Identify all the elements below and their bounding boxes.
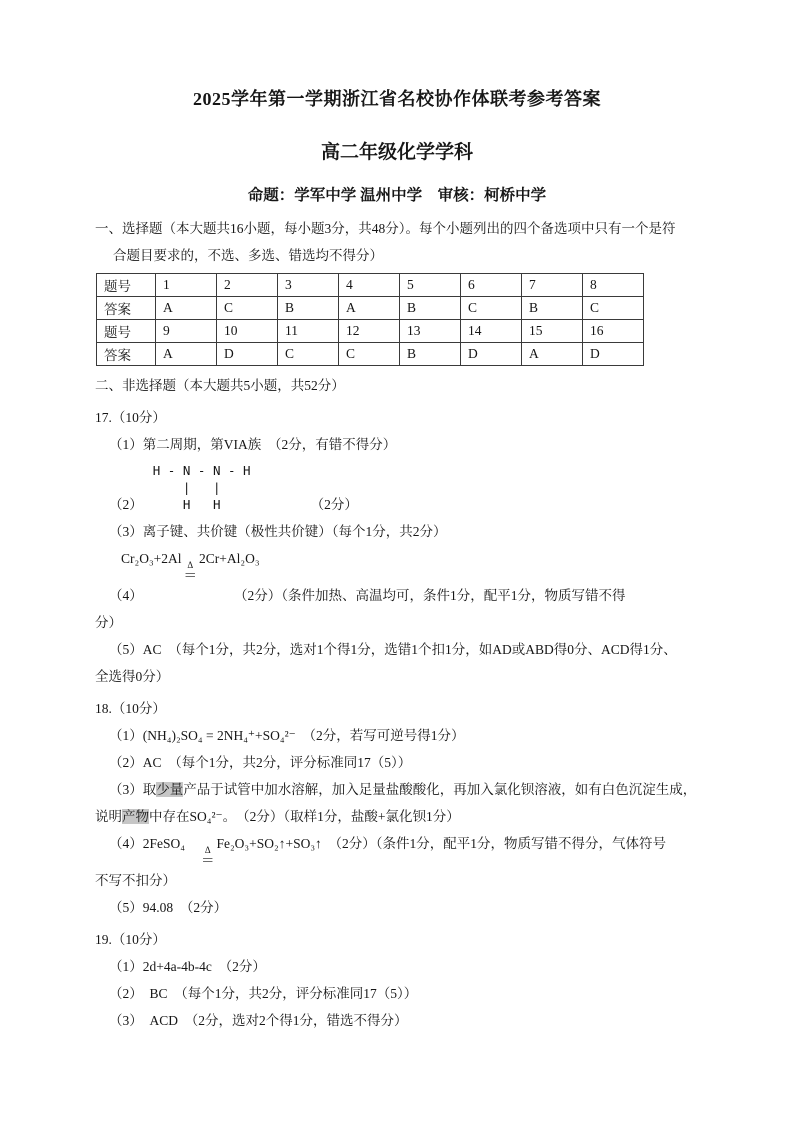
exam-title: 2025学年第一学期浙江省名校协作体联考参考答案 bbox=[193, 89, 601, 109]
answer-cell: 8 bbox=[583, 274, 644, 297]
q18-item-3 bbox=[95, 776, 699, 830]
answer-cell: 9 bbox=[156, 320, 217, 343]
answer-cell: 16 bbox=[583, 320, 644, 343]
q17-item-1: （1）第二周期，第VIA族 （2分，有错不得分） bbox=[109, 437, 397, 452]
equation-left: Cr₂O₃+2Al bbox=[121, 551, 182, 566]
row-header: 题号 bbox=[97, 274, 156, 297]
equals-sign: ＝ bbox=[200, 853, 215, 868]
answer-cell: A bbox=[339, 297, 400, 320]
answer-cell: 11 bbox=[278, 320, 339, 343]
delta-condition: Δ bbox=[187, 560, 194, 570]
answer-cell: B bbox=[400, 297, 461, 320]
highlight: 产物 bbox=[122, 809, 149, 824]
q17-item-4-label: （4） bbox=[109, 588, 143, 603]
q17-item-4-note: （条件加热、高温均可，条件1分，配平1分，物质写错不得 bbox=[281, 588, 626, 603]
answer-cell: B bbox=[400, 343, 461, 366]
q18-item-5: （5）94.08 （2分） bbox=[109, 900, 228, 915]
q17-item-4-score: （2分） bbox=[240, 588, 282, 603]
q18-item-4-pre: （4）2FeSO₄ bbox=[109, 836, 185, 851]
row-header: 题号 bbox=[97, 320, 156, 343]
answer-cell: 4 bbox=[339, 274, 400, 297]
heading-line-1: 一、选择题（本大题共16小题，每小题3分，共48分）。每个小题列出的四个备选项中只有一个是符 bbox=[95, 221, 676, 236]
answer-cell: D bbox=[217, 343, 278, 366]
q17-item-2-label: （2） bbox=[109, 497, 143, 512]
answer-cell: C bbox=[339, 343, 400, 366]
answer-cell: D bbox=[461, 343, 522, 366]
table-row bbox=[97, 320, 644, 343]
q18-item-2: （2）AC （每个1分，共2分，评分标准同17（5）） bbox=[109, 755, 412, 770]
heading-line-2: 合题目要求的，不选、多选、错选均不得分） bbox=[113, 248, 383, 263]
answer-cell: D bbox=[583, 343, 644, 366]
answer-cell: 5 bbox=[400, 274, 461, 297]
answer-cell: A bbox=[156, 297, 217, 320]
q18-item-4-post: Fe₂O₃+SO₂↑+SO₃↑ （2分）（条件1分，配平1分，物质写错不得分，气体符号 bbox=[216, 836, 667, 851]
q17-item-5-line-2: 全选得0分） bbox=[95, 669, 170, 684]
q18-item-4-cont: 不写不扣分） bbox=[95, 873, 176, 888]
answer-cell: 13 bbox=[400, 320, 461, 343]
answer-cell: 12 bbox=[339, 320, 400, 343]
equation-right: 2Cr+Al₂O₃ bbox=[199, 551, 260, 566]
answer-cell: B bbox=[522, 297, 583, 320]
authors-line: 命题：学军中学 温州中学 审核：柯桥中学 bbox=[247, 187, 547, 204]
answer-cell: 14 bbox=[461, 320, 522, 343]
answer-cell: C bbox=[461, 297, 522, 320]
answer-cell: C bbox=[583, 297, 644, 320]
q19-item-3: （3） ACD （2分，选对2个得1分，错选不得分） bbox=[109, 1013, 408, 1028]
answer-cell: A bbox=[522, 343, 583, 366]
q17-equation bbox=[121, 545, 699, 582]
q18-item-4 bbox=[95, 830, 699, 894]
q18-number: 18.（10分） bbox=[95, 701, 166, 716]
equals-sign: ＝ bbox=[183, 568, 198, 583]
table-row bbox=[97, 274, 644, 297]
q17-item-5 bbox=[95, 636, 699, 690]
reaction-condition bbox=[187, 846, 215, 867]
q19-item-2: （2） BC （每个1分，共2分，评分标准同17（5）） bbox=[109, 986, 418, 1001]
q19-item-1: （1）2d+4a-4b-4c （2分） bbox=[109, 959, 266, 974]
q17-number: 17.（10分） bbox=[95, 410, 166, 425]
q18-item-3-line2b: 中存在SO₄²⁻。 （2分）（取样1分，盐酸+氯化钡1分） bbox=[149, 809, 460, 824]
delta-condition: Δ bbox=[204, 845, 211, 855]
table-row bbox=[97, 343, 644, 366]
row-header: 答案 bbox=[97, 343, 156, 366]
answer-cell: C bbox=[217, 297, 278, 320]
hydrazine-structure bbox=[153, 462, 251, 513]
section-subjective-heading: 二、非选择题（本大题共5小题，共52分） bbox=[95, 378, 345, 393]
row-header: 答案 bbox=[97, 297, 156, 320]
answer-cell: 2 bbox=[217, 274, 278, 297]
answer-cell: 7 bbox=[522, 274, 583, 297]
structure-line: H - N - N - H bbox=[152, 463, 251, 478]
q17-item-3: （3）离子键、共价键（极性共价键）（每个1分，共2分） bbox=[109, 524, 447, 539]
answer-cell: A bbox=[156, 343, 217, 366]
q18-item-3-mid: 产品于试管中加水溶解，加入足量盐酸酸化，再加入氯化钡溶液，如有白色沉淀生成， bbox=[183, 782, 697, 797]
highlight: 少量 bbox=[156, 782, 184, 797]
answer-table bbox=[96, 273, 644, 366]
q17-item-5-line-1: （5）AC （每个1分，共2分，选对1个得1分，选错1个扣1分，如AD或ABD得0分、ACD得1分、 bbox=[109, 642, 677, 657]
answer-cell: 6 bbox=[461, 274, 522, 297]
q19-number: 19.（10分） bbox=[95, 932, 166, 947]
answer-cell: 1 bbox=[156, 274, 217, 297]
q18-item-3-pre: （3）取 bbox=[109, 782, 157, 797]
answer-cell: B bbox=[278, 297, 339, 320]
section-choice-heading bbox=[95, 215, 699, 269]
structure-line: | | bbox=[152, 480, 221, 495]
q18-item-3-line2a: 说明 bbox=[95, 809, 122, 824]
q17-item-4-note-cont: 分） bbox=[95, 615, 122, 630]
answer-cell: C bbox=[278, 343, 339, 366]
table-row bbox=[97, 297, 644, 320]
answer-cell: 15 bbox=[522, 320, 583, 343]
q17-item-2-score: （2分） bbox=[310, 497, 358, 512]
structure-line: H H bbox=[152, 497, 221, 512]
q18-item-1: （1）(NH₄)₂SO₄ = 2NH₄⁺+SO₄²⁻ （2分，若写可逆号得1分） bbox=[109, 728, 465, 743]
answer-cell: 3 bbox=[278, 274, 339, 297]
subject-title: 高二年级化学学科 bbox=[320, 142, 473, 163]
q17-item-4 bbox=[95, 582, 699, 636]
reaction-condition bbox=[184, 561, 198, 582]
q17-item-2 bbox=[95, 458, 699, 518]
answer-cell: 10 bbox=[217, 320, 278, 343]
